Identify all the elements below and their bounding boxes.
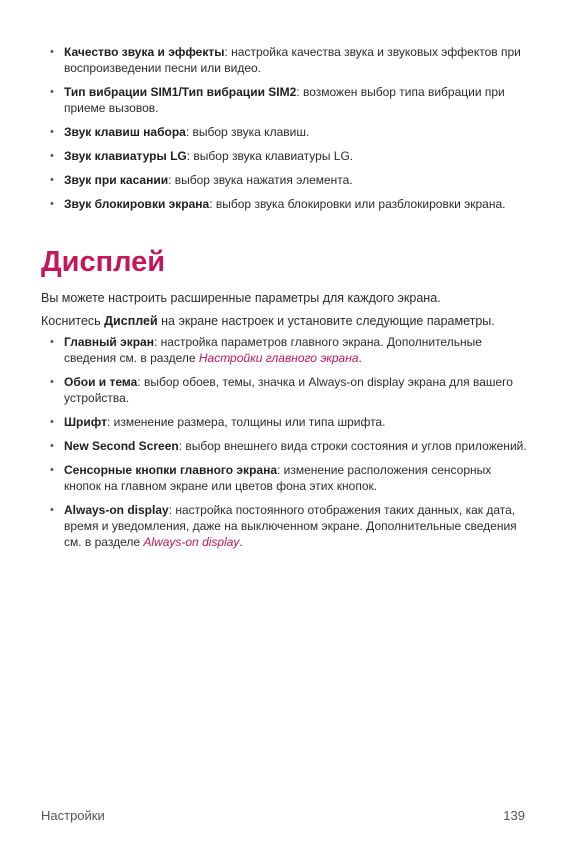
instruction-suffix: на экране настроек и установите следующие параметры. — [157, 314, 495, 328]
item-description: : возможен выбор типа вибрации при приеме вызовов. — [64, 85, 505, 115]
cross-reference-link[interactable]: Настройки главного экрана — [198, 351, 359, 365]
item-term: Звук при касании — [64, 173, 169, 187]
item-punctuation: . — [239, 535, 243, 549]
list-item — [44, 462, 529, 494]
item-description: : изменение размера, толщины или типа шрифта. — [106, 415, 386, 429]
item-description: : выбор обоев, темы, значка и Always-on display экрана для вашего устройства. — [64, 375, 513, 405]
list-item — [44, 414, 529, 430]
item-term: Шрифт — [64, 415, 107, 429]
display-settings-list — [44, 334, 529, 558]
item-description: : настройка качества звука и звуковых эффектов при воспроизведении песни или видео. — [64, 45, 521, 75]
item-description: : выбор звука нажатия элемента. — [168, 173, 353, 187]
list-item — [44, 172, 529, 188]
list-item — [44, 84, 529, 116]
item-term: Звук клавиш набора — [64, 125, 186, 139]
instruction-term: Дисплей — [104, 314, 158, 328]
item-term: Главный экран — [64, 335, 154, 349]
instruction-prefix: Коснитесь — [41, 314, 105, 328]
cross-reference-link[interactable]: Always-on display — [143, 535, 240, 549]
page-number: 139 — [503, 808, 525, 823]
item-term: Качество звука и эффекты — [64, 45, 225, 59]
item-term: New Second Screen — [64, 439, 179, 453]
item-description: : выбор звука клавиатуры LG. — [186, 149, 354, 163]
item-description: : изменение расположения сенсорных кнопок на главном экране или цветов фона этих кнопок. — [64, 463, 492, 493]
item-term: Звук блокировки экрана — [64, 197, 210, 211]
item-term: Звук клавиатуры LG — [64, 149, 187, 163]
list-item — [44, 148, 529, 164]
item-description: : выбор звука клавиш. — [185, 125, 310, 139]
list-item — [44, 334, 529, 366]
list-item — [44, 502, 529, 550]
item-description: : настройка параметров главного экрана. Дополнительные сведения см. в разделе — [64, 335, 482, 365]
intro-paragraph: Вы можете настроить расширенные параметры для каждого экрана. — [41, 291, 441, 305]
item-term: Тип вибрации SIM1/Тип вибрации SIM2 — [64, 85, 297, 99]
footer-section-name: Настройки — [41, 808, 105, 823]
item-description: : выбор внешнего вида строки состояния и углов приложений. — [178, 439, 527, 453]
list-item — [44, 374, 529, 406]
list-item — [44, 438, 529, 454]
sound-settings-list — [44, 44, 529, 220]
item-punctuation: . — [358, 351, 362, 365]
item-description: : выбор звука блокировки или разблокировки экрана. — [209, 197, 506, 211]
section-heading: Дисплей — [41, 246, 166, 278]
item-term: Always-on display — [64, 503, 169, 517]
list-item — [44, 196, 529, 212]
instruction-paragraph — [41, 313, 495, 329]
list-item — [44, 124, 529, 140]
item-description: : настройка постоянного отображения таких данных, как дата, время и уведомления, даже на выключенном экране. Дополнительные сведения см. в разделе — [64, 503, 517, 549]
item-term: Обои и тема — [64, 375, 138, 389]
list-item — [44, 44, 529, 76]
item-term: Сенсорные кнопки главного экрана — [64, 463, 277, 477]
